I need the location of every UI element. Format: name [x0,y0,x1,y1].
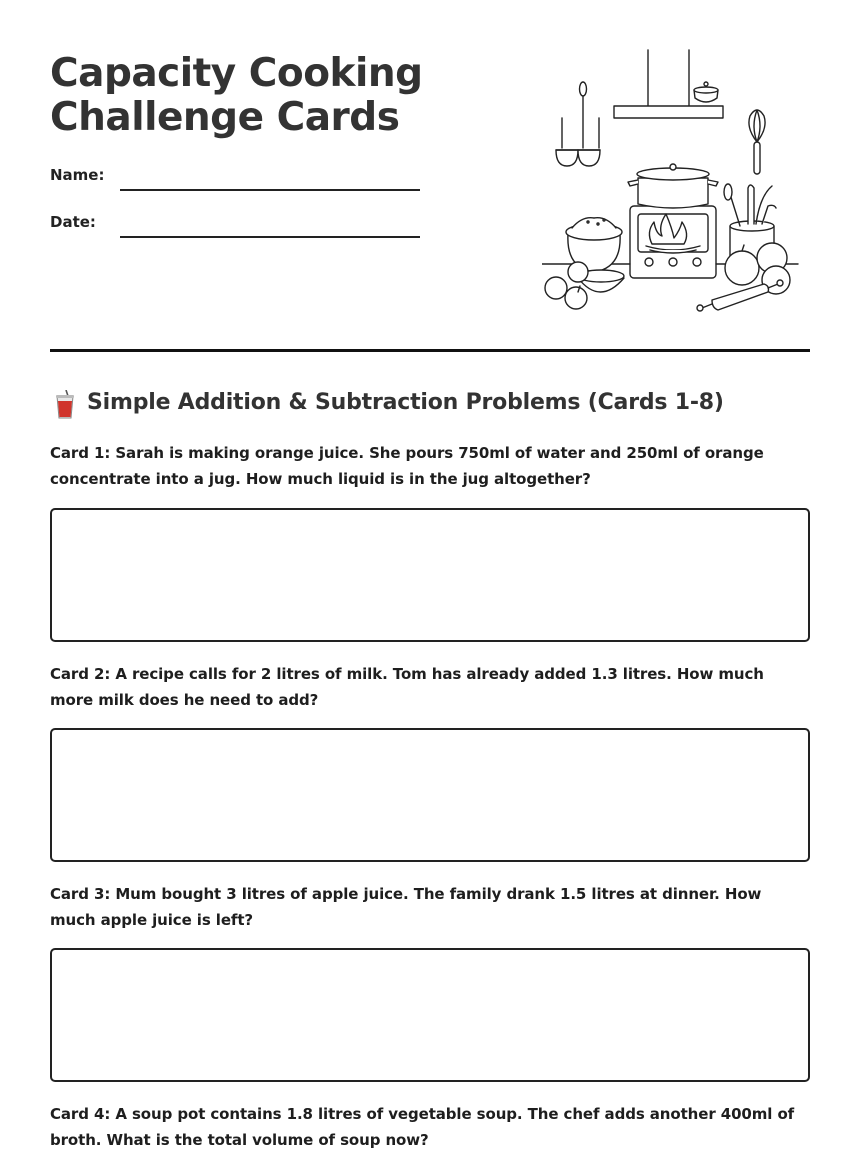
worksheet-page [50,0,810,1161]
juice-cup-icon [52,390,78,420]
card-3-question: Card 3: Mum bought 3 litres of apple juice. The family drank 1.5 litres at dinner. How much apple juice is left? [50,885,762,929]
card-1-question: Card 1: Sarah is making orange juice. She pours 750ml of water and 250ml of orange concentrate into a jug. How much liquid is in the jug altogether? [50,444,764,488]
name-line[interactable] [120,189,420,191]
header-divider [50,349,810,352]
page-title: Capacity Cooking Challenge Cards [50,51,423,140]
kitchen-illustration [542,46,800,316]
date-label: Date: [50,213,96,231]
name-label: Name: [50,166,105,184]
card-2-answer-box[interactable] [50,728,810,862]
date-line[interactable] [120,236,420,238]
date-field [50,213,420,243]
section-title: Simple Addition & Subtraction Problems (Cards 1-8) [87,390,724,415]
card-2-question: Card 2: A recipe calls for 2 litres of milk. Tom has already added 1.3 litres. How much more milk does he need to add? [50,665,764,709]
card-4-question: Card 4: A soup pot contains 1.8 litres of vegetable soup. The chef adds another 400ml of broth. What is the total volume of soup now? [50,1105,795,1149]
section-header [50,388,810,420]
name-field [50,166,420,196]
card-3-answer-box[interactable] [50,948,810,1082]
card-1-answer-box[interactable] [50,508,810,642]
